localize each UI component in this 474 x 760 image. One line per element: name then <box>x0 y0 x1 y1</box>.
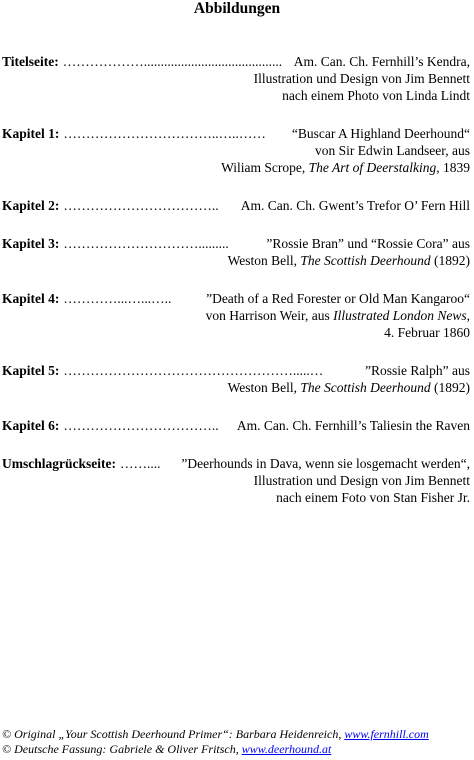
leader-dots: …………………………......... <box>63 236 229 251</box>
entry-caption: ”Rossie Ralph” aus <box>365 363 470 378</box>
illustration-entry <box>2 235 470 269</box>
entry-caption: ”Deerhounds in Dava, wenn sie losgemacht werden“, <box>181 456 470 471</box>
entry-caption: Am. Can. Ch. Gwent’s Trefor O’ Fern Hill <box>240 198 470 213</box>
illustration-entry <box>2 417 470 434</box>
entry-caption-continuation: Weston Bell, The Scottish Deerhound (1892) <box>227 380 470 395</box>
entry-caption-continuation: Weston Bell, The Scottish Deerhound (1892) <box>227 253 470 268</box>
illustration-list <box>2 53 470 527</box>
entry-first-line <box>2 290 470 307</box>
leader-dots: …………………………………………….....… <box>63 363 324 378</box>
entry-first-line <box>2 235 470 252</box>
entry-label: Kapitel 5: <box>2 363 60 378</box>
entry-caption-continuation: von Sir Edwin Landseer, aus <box>314 143 470 158</box>
deerhound-link[interactable]: www.deerhound.at <box>241 742 332 756</box>
entry-caption-continuation: von Harrison Weir, aus Illustrated London News, <box>205 308 470 323</box>
entry-caption: Am. Can. Ch. Fernhill’s Kendra, <box>293 54 470 69</box>
leader-dots: …………………………….. <box>63 418 219 433</box>
leader-dots: ……………………………..…..…… <box>63 126 266 141</box>
leader-dots: …………...…...….. <box>63 291 172 306</box>
entry-label: Kapitel 4: <box>2 291 60 306</box>
entry-label: Kapitel 2: <box>2 198 60 213</box>
leader-dots: …….... <box>119 456 161 471</box>
entry-label: Umschlagrückseite: <box>2 456 116 471</box>
fernhill-link[interactable]: www.fernhill.com <box>344 727 429 741</box>
page-title: Abbildungen <box>193 0 281 17</box>
entry-label: Kapitel 6: <box>2 418 60 433</box>
entry-first-line <box>2 455 470 472</box>
leader-dots: ………………......................................... <box>62 54 283 69</box>
illustration-entry <box>2 362 470 396</box>
entry-first-line <box>2 197 470 214</box>
entry-caption: ”Death of a Red Forester or Old Man Kangaroo“ <box>206 291 470 306</box>
entry-first-line <box>2 125 470 142</box>
entry-caption-continuation: Wiliam Scrope, The Art of Deerstalking, 1839 <box>221 160 470 175</box>
copyright-footer <box>2 727 472 757</box>
footer-line-german <box>2 742 472 757</box>
entry-caption-continuation: Illustration und Design von Jim Bennett <box>253 71 470 86</box>
entry-caption: Am. Can. Ch. Fernhill’s Taliesin the Raven <box>236 418 470 433</box>
entry-first-line <box>2 362 470 379</box>
footer-line-original <box>2 727 472 742</box>
entry-first-line <box>2 53 470 70</box>
leader-dots: …………………………….. <box>63 198 219 213</box>
illustration-entry <box>2 455 470 506</box>
entry-caption-continuation: nach einem Foto von Stan Fisher Jr. <box>276 490 470 505</box>
entry-caption-continuation: Illustration und Design von Jim Bennett <box>253 473 470 488</box>
footer-original-text: © Original „Your Scottish Deerhound Primer“: Barbara Heidenreich, <box>2 727 345 741</box>
illustration-entry <box>2 290 470 341</box>
entry-caption-continuation: nach einem Photo von Linda Lindt <box>282 88 470 103</box>
footer-german-text: © Deutsche Fassung: Gabriele & Oliver Fritsch, <box>2 742 242 756</box>
entry-label: Titelseite: <box>2 54 59 69</box>
illustration-entry <box>2 197 470 214</box>
entry-caption: ”Rossie Bran” und “Rossie Cora” aus <box>266 236 470 251</box>
entry-caption-continuation: 4. Februar 1860 <box>384 325 470 340</box>
entry-caption: “Buscar A Highland Deerhound“ <box>291 126 470 141</box>
entry-first-line <box>2 417 470 434</box>
illustration-entry <box>2 125 470 176</box>
entry-label: Kapitel 1: <box>2 126 60 141</box>
illustration-entry <box>2 53 470 104</box>
entry-label: Kapitel 3: <box>2 236 60 251</box>
